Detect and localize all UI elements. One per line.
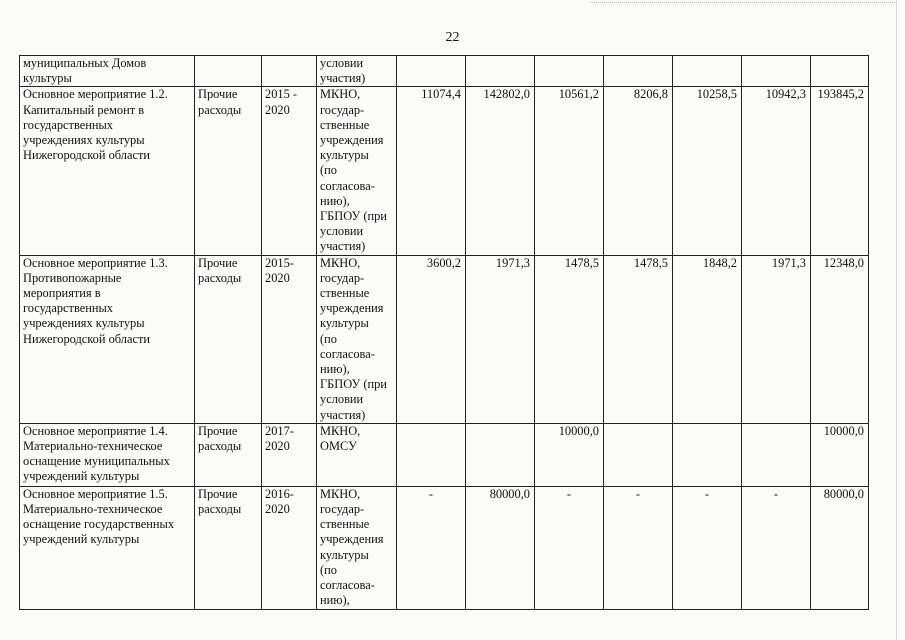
value-cell bbox=[673, 486, 742, 609]
period-cell bbox=[262, 423, 317, 486]
budget-table bbox=[19, 55, 869, 610]
value-cell-text: 1848,2 bbox=[702, 255, 737, 270]
expense-type-cell-text: Прочие расходы bbox=[198, 255, 242, 285]
value-cell bbox=[742, 87, 811, 255]
value-cell bbox=[397, 255, 466, 423]
value-cell-text: - bbox=[704, 486, 710, 501]
value-cell-text: 11074,4 bbox=[421, 87, 461, 102]
right-edge-line bbox=[896, 0, 897, 640]
value-cell bbox=[397, 423, 466, 486]
value-cell-text: 10942,3 bbox=[765, 87, 806, 102]
expense-type-cell-text: Прочие расходы bbox=[198, 423, 242, 454]
value-cell-text: - bbox=[428, 486, 434, 501]
value-cell-text: 3600,2 bbox=[426, 255, 461, 270]
executor-cell-text: МКНО, ОМСУ bbox=[320, 423, 361, 454]
expense-type-cell bbox=[195, 87, 262, 255]
table-row bbox=[20, 87, 869, 255]
value-cell bbox=[535, 255, 604, 423]
value-cell-text: 193845,2 bbox=[817, 87, 864, 102]
value-cell bbox=[811, 255, 869, 423]
expense-type-cell bbox=[195, 486, 262, 609]
expense-type-cell-text: Прочие расходы bbox=[198, 87, 242, 117]
value-cell-text: - bbox=[635, 486, 641, 501]
period-cell-text: 2015- 2020 bbox=[265, 255, 294, 285]
top-divider bbox=[590, 2, 895, 3]
value-cell bbox=[604, 87, 673, 255]
value-cell-text: - bbox=[773, 486, 779, 501]
value-cell bbox=[673, 423, 742, 486]
value-cell bbox=[397, 87, 466, 255]
executor-cell-text: МКНО, государ- ственные учреждения культуры (по согласова- нию), ГБПОУ (при условии участия) bbox=[320, 255, 387, 422]
value-cell bbox=[535, 56, 604, 87]
expense-type-cell-text: Прочие расходы bbox=[198, 486, 242, 517]
period-cell bbox=[262, 486, 317, 609]
period-cell bbox=[262, 255, 317, 423]
measure-cell-text: Основное мероприятие 1.4. Материально-техническое оснащение муниципальных учреждений культуры bbox=[23, 423, 170, 484]
executor-cell-text: условии участия) bbox=[320, 56, 366, 86]
value-cell-text: 10258,5 bbox=[696, 87, 737, 102]
value-cell-text: 1971,3 bbox=[771, 255, 806, 270]
executor-cell bbox=[317, 87, 397, 255]
table-row bbox=[20, 423, 869, 486]
value-cell-text: 80000,0 bbox=[823, 486, 864, 501]
period-cell-text: 2015 - 2020 bbox=[265, 87, 298, 117]
value-cell bbox=[604, 423, 673, 486]
value-cell bbox=[811, 423, 869, 486]
value-cell-text: 12348,0 bbox=[823, 255, 864, 270]
table-row bbox=[20, 486, 869, 609]
value-cell bbox=[466, 486, 535, 609]
period-cell bbox=[262, 56, 317, 87]
measure-cell bbox=[20, 255, 195, 423]
executor-cell bbox=[317, 56, 397, 87]
value-cell-text: - bbox=[566, 486, 572, 501]
value-cell bbox=[742, 486, 811, 609]
value-cell bbox=[466, 423, 535, 486]
value-cell-text: 1478,5 bbox=[564, 255, 599, 270]
value-cell bbox=[535, 486, 604, 609]
value-cell-text: 1478,5 bbox=[633, 255, 668, 270]
value-cell bbox=[397, 486, 466, 609]
executor-cell-text: МКНО, государ- ственные учреждения культуры (по согласова- нию), ГБПОУ (при условии участия) bbox=[320, 87, 387, 254]
measure-cell-text: Основное мероприятие 1.5. Материально-техническое оснащение государственных учреждений культуры bbox=[23, 486, 175, 547]
value-cell bbox=[604, 486, 673, 609]
value-cell bbox=[811, 486, 869, 609]
expense-type-cell bbox=[195, 423, 262, 486]
table-row bbox=[20, 56, 869, 87]
value-cell-text: 8206,8 bbox=[633, 87, 668, 102]
measure-cell-text: Основное мероприятие 1.2. Капитальный ремонт в государственных учреждениях культуры Нижегородской области bbox=[23, 87, 168, 163]
value-cell bbox=[466, 255, 535, 423]
value-cell bbox=[397, 56, 466, 87]
measure-cell bbox=[20, 486, 195, 609]
executor-cell-text: МКНО, государ- ственные учреждения культуры (по согласова- нию), bbox=[320, 486, 384, 608]
value-cell-text: 10000,0 bbox=[558, 423, 599, 438]
value-cell bbox=[673, 255, 742, 423]
executor-cell bbox=[317, 486, 397, 609]
value-cell bbox=[466, 56, 535, 87]
measure-cell bbox=[20, 56, 195, 87]
value-cell bbox=[535, 423, 604, 486]
measure-cell bbox=[20, 423, 195, 486]
value-cell bbox=[604, 56, 673, 87]
value-cell bbox=[466, 87, 535, 255]
value-cell bbox=[811, 56, 869, 87]
value-cell bbox=[604, 255, 673, 423]
measure-cell bbox=[20, 87, 195, 255]
value-cell-text: 80000,0 bbox=[489, 486, 530, 501]
value-cell-text: 10561,2 bbox=[558, 87, 599, 102]
expense-type-cell bbox=[195, 255, 262, 423]
value-cell bbox=[742, 423, 811, 486]
expense-type-cell bbox=[195, 56, 262, 87]
value-cell-text: 1971,3 bbox=[495, 255, 530, 270]
value-cell-text: 142802,0 bbox=[483, 87, 530, 102]
value-cell bbox=[535, 87, 604, 255]
period-cell-text: 2017- 2020 bbox=[265, 423, 294, 454]
value-cell-text: 10000,0 bbox=[823, 423, 864, 438]
table-row bbox=[20, 255, 869, 423]
executor-cell bbox=[317, 423, 397, 486]
value-cell bbox=[673, 56, 742, 87]
measure-cell-text: Основное мероприятие 1.3. Противопожарные мероприятия в государственных учреждениях культуры Нижегородской области bbox=[23, 255, 168, 346]
value-cell bbox=[811, 87, 869, 255]
page-number: 22 bbox=[445, 30, 460, 45]
value-cell bbox=[742, 255, 811, 423]
value-cell bbox=[742, 56, 811, 87]
value-cell bbox=[673, 87, 742, 255]
measure-cell-text: муниципальных Домов культуры bbox=[23, 56, 147, 86]
period-cell bbox=[262, 87, 317, 255]
period-cell-text: 2016- 2020 bbox=[265, 486, 294, 517]
executor-cell bbox=[317, 255, 397, 423]
